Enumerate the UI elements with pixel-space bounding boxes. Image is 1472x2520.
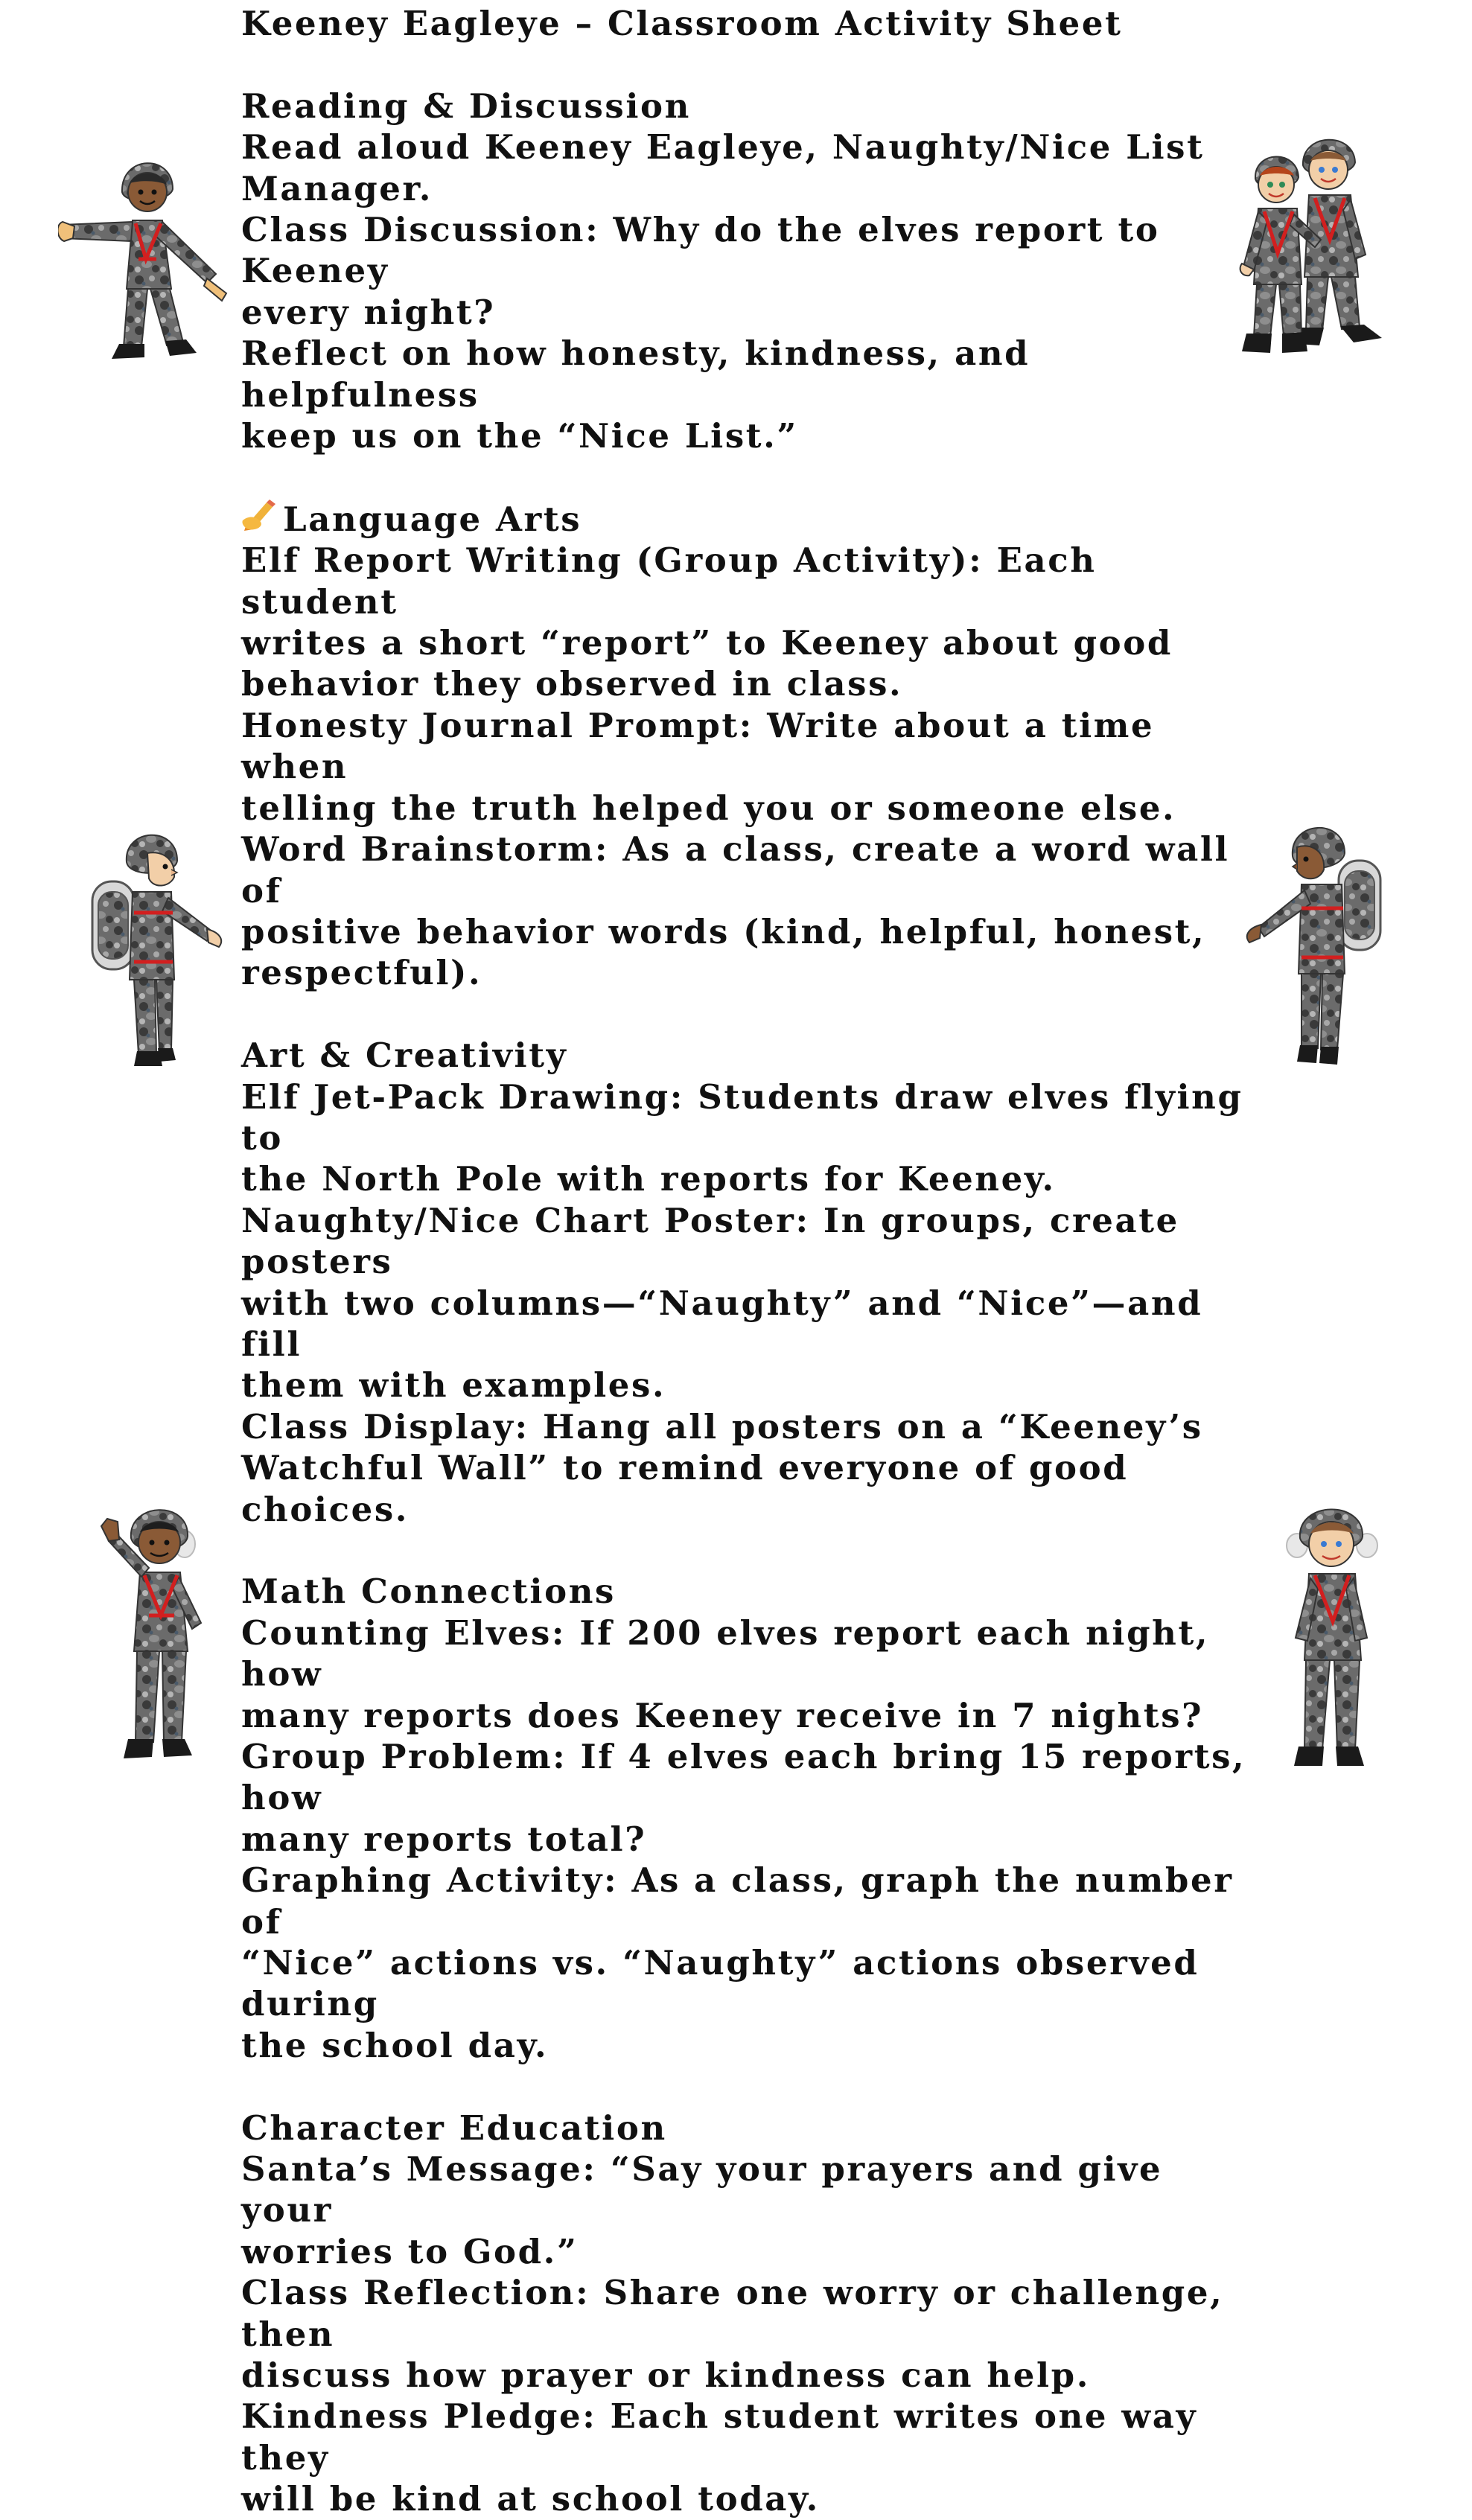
text-line: Manager.: [241, 168, 433, 208]
text-line: many reports does Keeney receive in 7 nights?: [241, 1695, 1204, 1735]
text-line: Group Problem: If 4 elves each bring 15 reports, how: [241, 1737, 1246, 1818]
text-line: Class Display: Hang all posters on a “Keeney’s: [241, 1406, 1203, 1446]
text-line: worries to God.”: [241, 2231, 579, 2271]
text-line: the North Pole with reports for Keeney.: [241, 1159, 1056, 1199]
text-line: Honesty Journal Prompt: Write about a time when: [241, 705, 1155, 787]
elf-pair-icon: [1227, 128, 1398, 359]
elf-waving-icon: [91, 1496, 222, 1767]
text-line: behavior they observed in class.: [241, 664, 903, 704]
elf-standing-icon: [1266, 1496, 1392, 1776]
writing-hand-icon: [241, 498, 283, 540]
text-line: Reflect on how honesty, kindness, and helpfulness: [241, 334, 1030, 415]
text-line: Santa’s Message: “Say your prayers and give your: [241, 2149, 1163, 2230]
text-line: many reports total?: [241, 1819, 647, 1859]
text-line: keep us on the “Nice List.”: [241, 416, 798, 456]
text-line: discuss how prayer or kindness can help.: [241, 2355, 1091, 2396]
text-line: respectful).: [241, 953, 482, 993]
elf-jetpack-right-icon: [88, 823, 229, 1071]
section-language-arts: [241, 498, 1254, 994]
text-line: “Nice” actions vs. “Naughty” actions observed during: [241, 1943, 1199, 2024]
text-line: Read aloud Keeney Eagleye, Naughty/Nice List: [241, 127, 1205, 168]
section-math-connections: [241, 1571, 1254, 2066]
text-line: Counting Elves: If 200 elves report each night, how: [241, 1613, 1210, 1694]
text-line: them with examples.: [241, 1365, 666, 1406]
elf-jetpack-left-icon: [1233, 816, 1385, 1069]
activity-sheet: [241, 3, 1254, 2520]
section-heading: Reading & Discussion: [241, 86, 691, 126]
text-line: Watchful Wall” to remind everyone of good choices.: [241, 1448, 1129, 1529]
text-line: writes a short “report” to Keeney about good: [241, 623, 1173, 663]
text-line: Elf Report Writing (Group Activity): Each student: [241, 540, 1097, 622]
text-line: Kindness Pledge: Each student writes one way they: [241, 2396, 1198, 2478]
section-heading: Character Education: [241, 2108, 667, 2148]
text-line: Class Reflection: Share one worry or challenge, then: [241, 2273, 1224, 2354]
text-line: Graphing Activity: As a class, graph the number of: [241, 1860, 1234, 1942]
section-heading: Language Arts: [283, 499, 582, 539]
text-line: Elf Jet-Pack Drawing: Students draw elves flying to: [241, 1076, 1243, 1158]
text-line: the school day.: [241, 2025, 549, 2065]
section-heading: Art & Creativity: [241, 1036, 568, 1076]
text-line: Class Discussion: Why do the elves report to Keeney: [241, 210, 1160, 291]
text-line: will be kind at school today.: [241, 2479, 820, 2519]
page-title: Keeney Eagleye – Classroom Activity Sheet: [241, 4, 1123, 43]
text-line: Naughty/Nice Chart Poster: In groups, create posters: [241, 1200, 1179, 1282]
elf-pointing-icon: [58, 147, 281, 366]
text-line: with two columns—“Naughty” and “Nice”—and fill: [241, 1283, 1203, 1364]
section-heading: Math Connections: [241, 1572, 616, 1612]
text-line: every night?: [241, 292, 496, 332]
text-line: Word Brainstorm: As a class, create a word wall of: [241, 829, 1230, 910]
text-line: positive behavior words (kind, helpful, honest,: [241, 911, 1206, 951]
section-reading-discussion: [241, 86, 1254, 457]
text-line: telling the truth helped you or someone else.: [241, 788, 1176, 828]
section-art-creativity: [241, 1035, 1254, 1530]
section-character-education: [241, 2108, 1254, 2520]
section-heading-row: [241, 498, 1254, 540]
